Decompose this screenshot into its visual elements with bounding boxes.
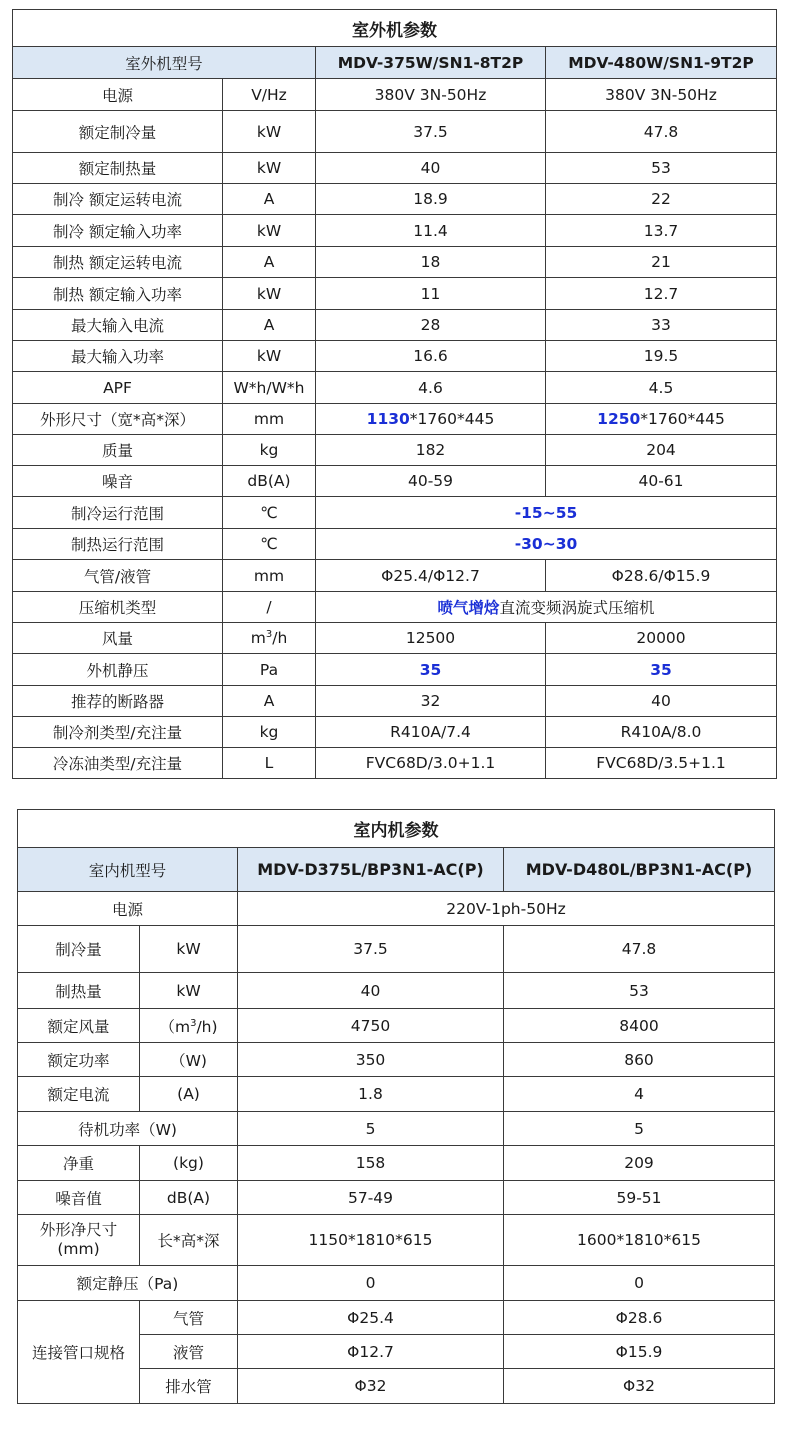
- table-row: [13, 592, 777, 623]
- table-row: [13, 717, 777, 748]
- row-value-a: Φ25.4/Φ12.7: [316, 560, 546, 592]
- compressor-rest: 直流变频涡旋式压缩机: [499, 599, 655, 617]
- row-unit: kW: [223, 111, 316, 153]
- row-unit: 气管: [140, 1301, 238, 1335]
- outdoor-model-label: 室外机型号: [13, 47, 316, 79]
- row-value-b: 20000: [546, 623, 777, 654]
- row-value-a: 40: [316, 153, 546, 184]
- row-value-b: 59-51: [504, 1181, 775, 1215]
- row-value-a: 32: [316, 686, 546, 717]
- table-row: [18, 973, 775, 1009]
- row-unit: W*h/W*h: [223, 372, 316, 404]
- row-unit: （W): [140, 1043, 238, 1077]
- table-row: [18, 1043, 775, 1077]
- row-name: 外机静压: [13, 654, 223, 686]
- row-value-a: 0: [238, 1266, 504, 1301]
- table-row: [13, 466, 777, 497]
- row-value-b: 860: [504, 1043, 775, 1077]
- row-value-a: 4.6: [316, 372, 546, 404]
- row-name: 制热量: [18, 973, 140, 1009]
- row-value-b: 5: [504, 1112, 775, 1146]
- row-value-a: 18: [316, 247, 546, 278]
- row-unit: kg: [223, 435, 316, 466]
- row-value-b: 53: [546, 153, 777, 184]
- row-name: 额定电流: [18, 1077, 140, 1112]
- row-unit: Pa: [223, 654, 316, 686]
- row-name: 额定制热量: [13, 153, 223, 184]
- indoor-table-title: 室内机参数: [18, 810, 775, 848]
- row-name: 电源: [13, 79, 223, 111]
- row-value-b: 35: [546, 654, 777, 686]
- row-name: 额定制冷量: [13, 111, 223, 153]
- size-name-line1: 外形净尺寸: [39, 1221, 118, 1239]
- row-value-a: 40: [238, 973, 504, 1009]
- highlight-width: 1130: [366, 410, 410, 428]
- table-row: [13, 623, 777, 654]
- row-unit: kW: [223, 153, 316, 184]
- row-unit: mm: [223, 404, 316, 435]
- table-row: [13, 560, 777, 592]
- row-value-b: Φ15.9: [504, 1335, 775, 1369]
- row-name: 额定功率: [18, 1043, 140, 1077]
- row-name: 风量: [13, 623, 223, 654]
- row-value-b: 380V 3N-50Hz: [546, 79, 777, 111]
- row-name: 推荐的断路器: [13, 686, 223, 717]
- size-rest: *1760*445: [409, 410, 495, 428]
- indoor-model-label: 室内机型号: [18, 848, 238, 892]
- row-value-a: 57-49: [238, 1181, 504, 1215]
- row-unit: 液管: [140, 1335, 238, 1369]
- power-value: 220V-1ph-50Hz: [238, 892, 775, 926]
- row-name: 制冷 额定运转电流: [13, 184, 223, 215]
- row-value-a: 40-59: [316, 466, 546, 497]
- row-value-a: 18.9: [316, 184, 546, 215]
- row-value-a: 350: [238, 1043, 504, 1077]
- row-name: 质量: [13, 435, 223, 466]
- row-value-a: FVC68D/3.0+1.1: [316, 748, 546, 779]
- table-row: [18, 1009, 775, 1043]
- row-value-b: 209: [504, 1146, 775, 1181]
- table-row: [18, 1112, 775, 1146]
- row-value-a: Φ12.7: [238, 1335, 504, 1369]
- table-row: [18, 1215, 775, 1266]
- indoor-model-a: MDV-D375L/BP3N1-AC(P): [238, 848, 504, 892]
- row-name: 压缩机类型: [13, 592, 223, 623]
- table-row: [18, 1077, 775, 1112]
- row-value-a: 12500: [316, 623, 546, 654]
- row-value-b: 53: [504, 973, 775, 1009]
- table-row: [18, 1301, 775, 1335]
- table-row: [13, 278, 777, 310]
- row-unit: kW: [140, 926, 238, 973]
- row-value-b: Φ28.6/Φ15.9: [546, 560, 777, 592]
- row-unit: A: [223, 310, 316, 341]
- row-name: 制热运行范围: [13, 529, 223, 560]
- table-row: [18, 926, 775, 973]
- row-unit: kW: [223, 278, 316, 310]
- row-value-b: 4: [504, 1077, 775, 1112]
- row-unit: 排水管: [140, 1369, 238, 1404]
- outdoor-table-title: 室外机参数: [13, 10, 777, 47]
- row-name: 制热 额定运转电流: [13, 247, 223, 278]
- row-unit: dB(A): [223, 466, 316, 497]
- row-unit: V/Hz: [223, 79, 316, 111]
- row-value-a: R410A/7.4: [316, 717, 546, 748]
- row-value-a: 4750: [238, 1009, 504, 1043]
- row-value-b: Φ28.6: [504, 1301, 775, 1335]
- highlight-width: 1250: [597, 410, 641, 428]
- row-unit: ℃: [223, 497, 316, 529]
- row-unit: A: [223, 247, 316, 278]
- row-name: 最大输入功率: [13, 341, 223, 372]
- row-unit: A: [223, 686, 316, 717]
- row-unit: (A): [140, 1077, 238, 1112]
- row-value-b: 33: [546, 310, 777, 341]
- unit-tail: /h: [272, 629, 288, 648]
- conn-name: 连接管口规格: [18, 1301, 140, 1404]
- table-row: [13, 79, 777, 111]
- row-value-a: 37.5: [238, 926, 504, 973]
- table-row: [13, 529, 777, 560]
- size-name-line2: (mm): [57, 1240, 100, 1258]
- row-unit: kW: [140, 973, 238, 1009]
- row-value-b: 204: [546, 435, 777, 466]
- row-unit: A: [223, 184, 316, 215]
- row-value-a: 5: [238, 1112, 504, 1146]
- row-name: 制热 额定输入功率: [13, 278, 223, 310]
- row-name: 制冷量: [18, 926, 140, 973]
- table-row: [13, 654, 777, 686]
- table-row: [18, 1266, 775, 1301]
- outdoor-spec-table: [12, 9, 777, 779]
- row-value-b: FVC68D/3.5+1.1: [546, 748, 777, 779]
- compressor-highlight: 喷气增焓: [437, 599, 500, 617]
- row-unit: kg: [223, 717, 316, 748]
- row-unit: [223, 623, 316, 654]
- row-value-a: 16.6: [316, 341, 546, 372]
- row-name: 净重: [18, 1146, 140, 1181]
- unit-base: m: [250, 629, 266, 648]
- row-unit: ℃: [223, 529, 316, 560]
- row-value-a: 1.8: [238, 1077, 504, 1112]
- row-value-b: 12.7: [546, 278, 777, 310]
- outdoor-model-a: MDV-375W/SN1-8T2P: [316, 47, 546, 79]
- row-value-b: 0: [504, 1266, 775, 1301]
- row-value-a: 1150*1810*615: [238, 1215, 504, 1266]
- size-rest: *1760*445: [640, 410, 725, 428]
- unit-tail: /h): [196, 1017, 218, 1036]
- row-value-a: 380V 3N-50Hz: [316, 79, 546, 111]
- row-name: [18, 1215, 140, 1266]
- row-unit: (kg): [140, 1146, 238, 1181]
- row-unit: dB(A): [140, 1181, 238, 1215]
- row-value-b: Φ32: [504, 1369, 775, 1404]
- row-name: 噪音: [13, 466, 223, 497]
- row-name: 制冷 额定输入功率: [13, 215, 223, 247]
- row-unit: 长*高*深: [140, 1215, 238, 1266]
- row-value-b: 8400: [504, 1009, 775, 1043]
- row-value-b: R410A/8.0: [546, 717, 777, 748]
- table-row: [13, 247, 777, 278]
- row-value-b: [546, 404, 777, 435]
- row-name: 额定风量: [18, 1009, 140, 1043]
- table-row: [13, 497, 777, 529]
- row-value-a: [316, 404, 546, 435]
- table-row: [13, 215, 777, 247]
- row-unit: L: [223, 748, 316, 779]
- row-unit: [140, 1009, 238, 1043]
- row-value-a: Φ32: [238, 1369, 504, 1404]
- row-value-a: 182: [316, 435, 546, 466]
- table-row: [13, 435, 777, 466]
- row-unit: mm: [223, 560, 316, 592]
- row-unit: kW: [223, 215, 316, 247]
- indoor-model-b: MDV-D480L/BP3N1-AC(P): [504, 848, 775, 892]
- table-row: [18, 1146, 775, 1181]
- table-row: [13, 341, 777, 372]
- heat-range-value: -30~30: [316, 529, 777, 560]
- table-row: [18, 892, 775, 926]
- outdoor-model-b: MDV-480W/SN1-9T2P: [546, 47, 777, 79]
- table-row: [13, 686, 777, 717]
- row-value-a: 35: [316, 654, 546, 686]
- row-name: 电源: [18, 892, 238, 926]
- row-value-b: 47.8: [546, 111, 777, 153]
- row-name: 最大输入电流: [13, 310, 223, 341]
- table-row: [13, 111, 777, 153]
- row-value-b: 19.5: [546, 341, 777, 372]
- table-row: [13, 310, 777, 341]
- row-name: 噪音值: [18, 1181, 140, 1215]
- unit-sup: 3: [265, 628, 273, 640]
- row-value-a: 158: [238, 1146, 504, 1181]
- table-row: [13, 748, 777, 779]
- row-value-b: 21: [546, 247, 777, 278]
- row-name: 气管/液管: [13, 560, 223, 592]
- row-value-b: 22: [546, 184, 777, 215]
- row-value-b: 40: [546, 686, 777, 717]
- row-value-b: 40-61: [546, 466, 777, 497]
- row-name: 制冷剂类型/充注量: [13, 717, 223, 748]
- table-row: [13, 404, 777, 435]
- row-name: 外形尺寸（宽*高*深）: [13, 404, 223, 435]
- table-row: [18, 1181, 775, 1215]
- row-value-a: Φ25.4: [238, 1301, 504, 1335]
- row-unit: kW: [223, 341, 316, 372]
- indoor-spec-table: [17, 809, 775, 1404]
- row-name: APF: [13, 372, 223, 404]
- row-value-b: 47.8: [504, 926, 775, 973]
- table-row: [13, 153, 777, 184]
- cool-range-value: -15~55: [316, 497, 777, 529]
- row-value-a: 11: [316, 278, 546, 310]
- row-value-a: 37.5: [316, 111, 546, 153]
- row-name: 制冷运行范围: [13, 497, 223, 529]
- row-name: 冷冻油类型/充注量: [13, 748, 223, 779]
- unit-base: （m: [159, 1017, 191, 1036]
- compressor-value: [316, 592, 777, 623]
- row-name: 待机功率（W): [18, 1112, 238, 1146]
- table-row: [13, 184, 777, 215]
- row-value-a: 28: [316, 310, 546, 341]
- row-value-b: 1600*1810*615: [504, 1215, 775, 1266]
- row-value-a: 11.4: [316, 215, 546, 247]
- row-unit: /: [223, 592, 316, 623]
- unit-sup: 3: [190, 1017, 197, 1029]
- row-value-b: 13.7: [546, 215, 777, 247]
- table-row: [13, 372, 777, 404]
- row-name: 额定静压（Pa): [18, 1266, 238, 1301]
- row-value-b: 4.5: [546, 372, 777, 404]
